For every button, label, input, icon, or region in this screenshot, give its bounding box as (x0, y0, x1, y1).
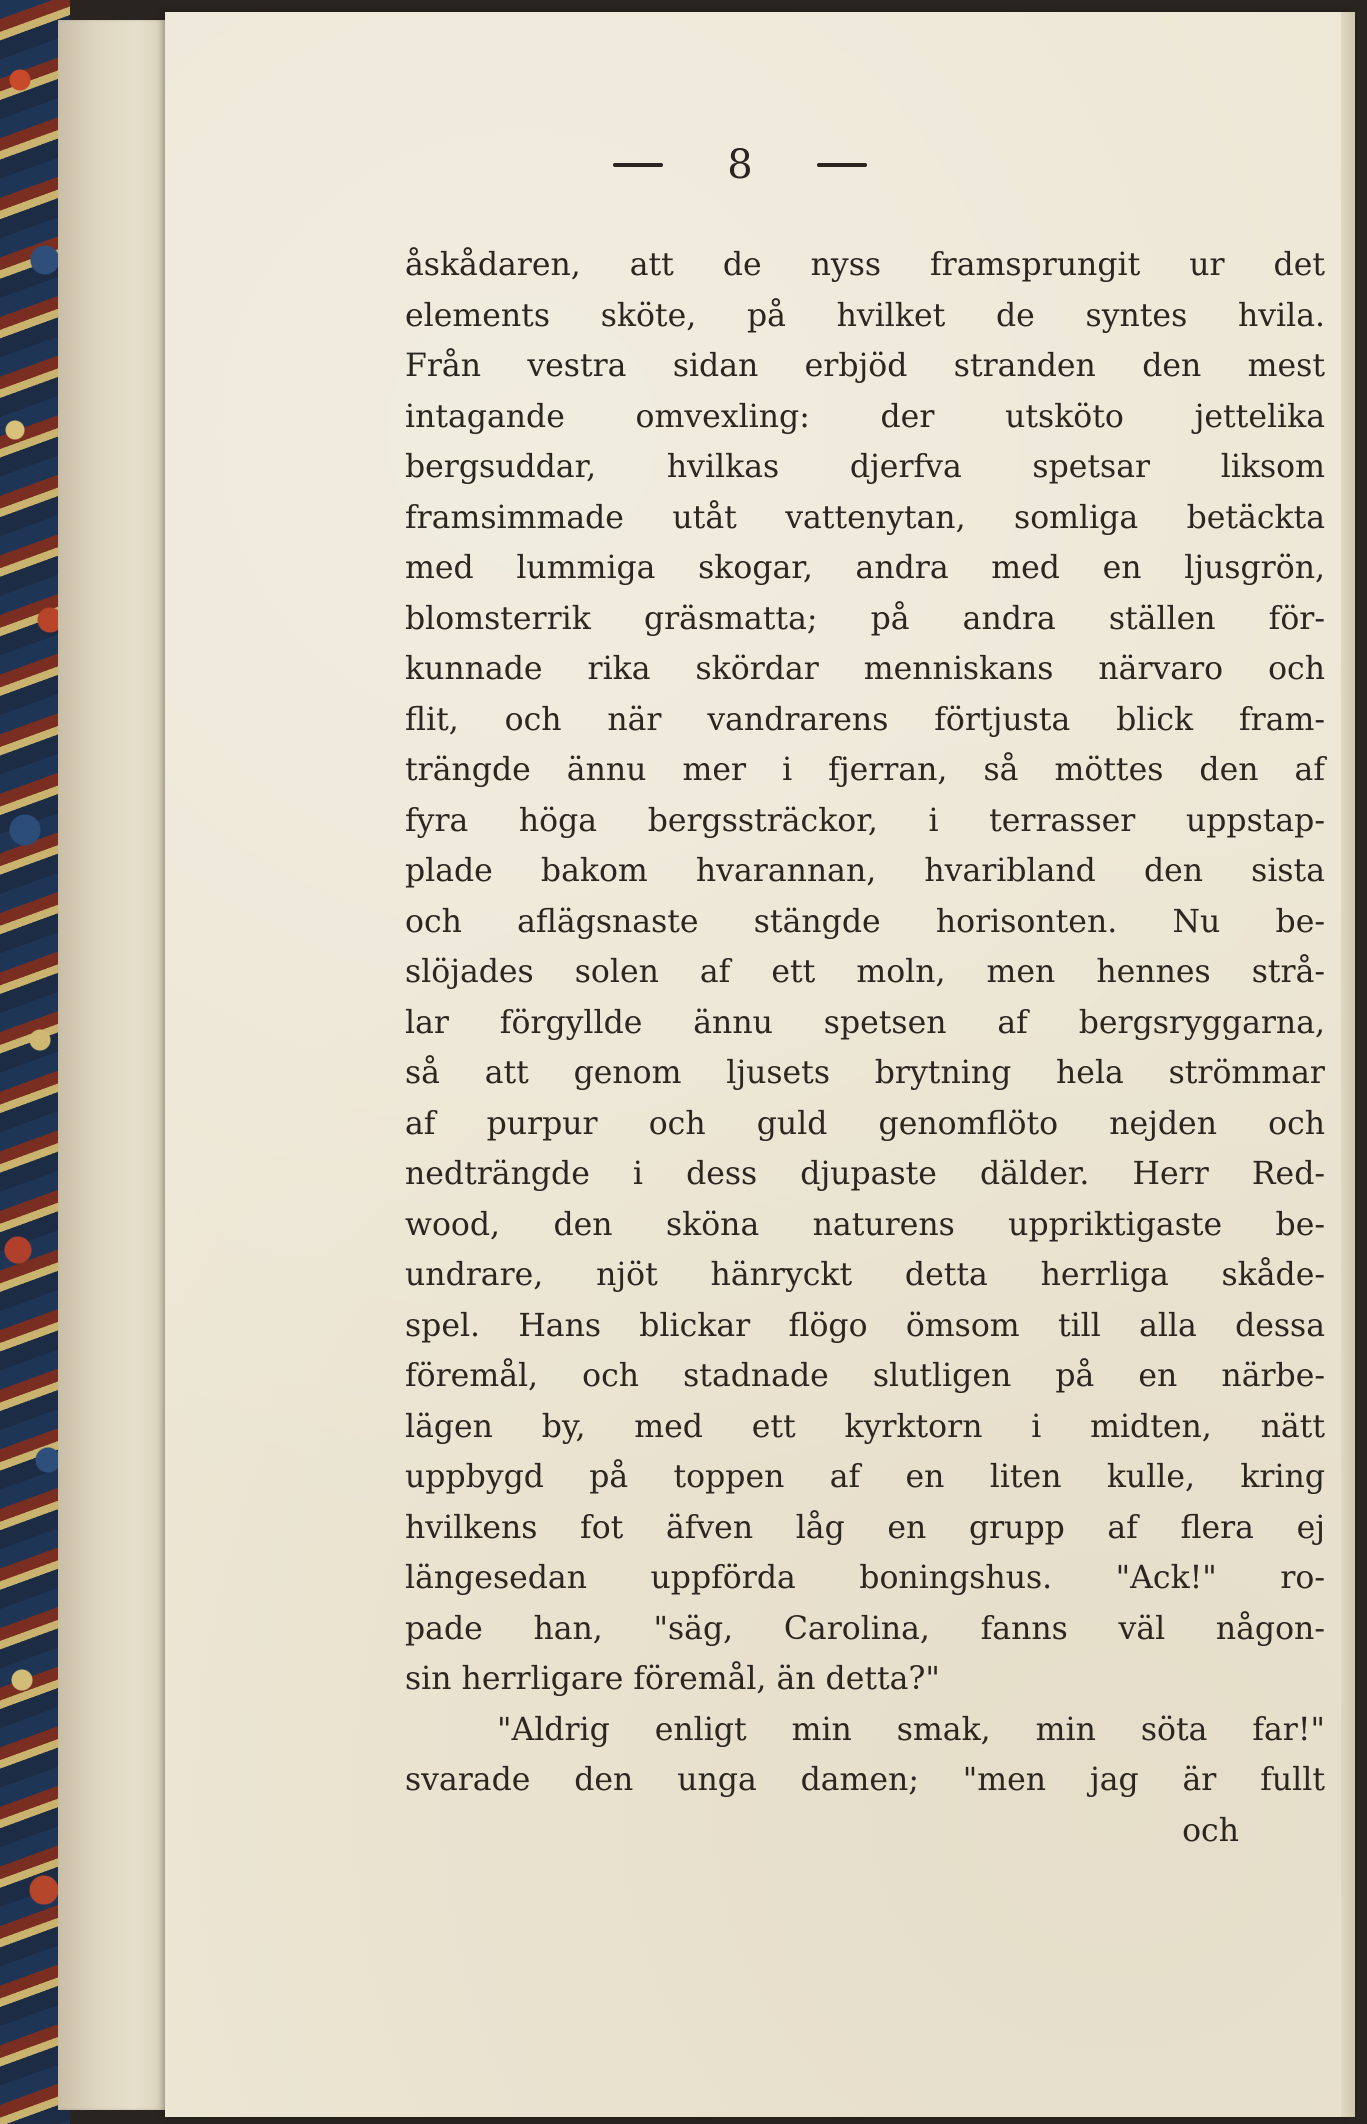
body-text (405, 240, 1325, 1856)
text-line: plade bakom hvarannan, hvaribland den sista (405, 853, 1325, 889)
running-header (165, 142, 1355, 188)
text-line: lar förgyllde ännu spetsen af bergsryggarna, (405, 1004, 1325, 1041)
text-line: och aflägsnaste stängde horisonten. Nu be- (405, 903, 1325, 940)
text-line: flit, och när vandrarens förtjusta blick fram- (405, 701, 1325, 738)
text-line: svarade den unga damen; "men jag är fullt (405, 1762, 1325, 1798)
text-line: nedträngde i dess djupaste dälder. Herr Red- (405, 1156, 1325, 1192)
text-line: föremål, och stadnade slutligen på en närbe- (405, 1358, 1325, 1394)
text-line: trängde ännu mer i fjerran, så möttes den af (405, 752, 1325, 788)
catchword: och (1182, 1812, 1239, 1849)
text-line: "Aldrig enligt min smak, min söta far!" (497, 1711, 1325, 1748)
text-line: af purpur och guld genomflöto nejden och (405, 1105, 1325, 1142)
text-line: åskådaren, att de nyss framsprungit ur det (405, 247, 1325, 283)
book-page (165, 12, 1355, 2117)
text-line: fyra höga bergssträckor, i terrasser uppstap- (405, 802, 1325, 839)
text-line: Från vestra sidan erbjöd stranden den mest (405, 348, 1325, 384)
page-fore-edge (1341, 12, 1355, 2117)
text-line: så att genom ljusets brytning hela strömmar (405, 1055, 1325, 1091)
text-line: bergsuddar, hvilkas djerfva spetsar liksom (405, 449, 1325, 485)
text-line: pade han, "säg, Carolina, fanns väl någon- (405, 1610, 1325, 1647)
text-line: elements sköte, på hvilket de syntes hvila. (405, 297, 1325, 334)
text-line: spel. Hans blickar flögo ömsom till alla dessa (405, 1307, 1325, 1344)
text-line: undrare, njöt hänryckt detta herrliga skåde- (405, 1257, 1325, 1293)
page-number: 8 (727, 142, 753, 188)
text-line: blomsterrik gräsmatta; på andra ställen för- (405, 600, 1325, 637)
text-line: längesedan uppförda boningshus. "Ack!" ro- (405, 1560, 1325, 1596)
text-line: uppbygd på toppen af en liten kulle, kring (405, 1459, 1325, 1495)
text-line: wood, den sköna naturens uppriktigaste be- (405, 1206, 1325, 1243)
text-line: hvilkens fot äfven låg en grupp af flera ej (405, 1509, 1325, 1546)
text-line: lägen by, med ett kyrktorn i midten, nätt (405, 1408, 1325, 1445)
header-dash-right (817, 163, 867, 167)
facing-page-edge (58, 20, 168, 2110)
text-line: med lummiga skogar, andra med en ljusgrön, (405, 550, 1325, 586)
text-line: framsimmade utåt vattenytan, somliga betäckta (405, 499, 1325, 536)
text-line: intagande omvexling: der utsköto jettelika (405, 398, 1325, 435)
text-line: sin herrligare föremål, än detta?" (405, 1661, 940, 1697)
text-line: slöjades solen af ett moln, men hennes strå- (405, 954, 1325, 990)
text-line: kunnade rika skördar menniskans närvaro och (405, 651, 1325, 687)
header-dash-left (613, 163, 663, 167)
